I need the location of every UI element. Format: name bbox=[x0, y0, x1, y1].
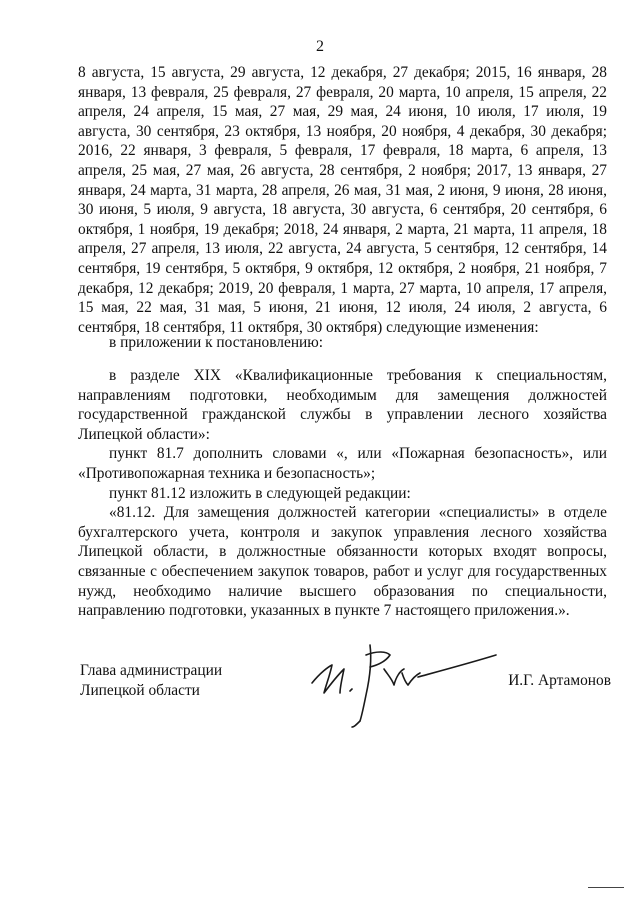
signer-title bbox=[80, 661, 222, 701]
section-change-paragraph: в разделе XIX «Квалификационные требования к специальностям, направлениям подготовки, необходимым для замещения должностей государственной гражданской службы в управлении лесного хозяйства Липецкой области»: bbox=[78, 367, 607, 443]
signer-name: И.Г. Артамонов bbox=[508, 672, 611, 689]
item-81-12-intro-paragraph: пункт 81.12 изложить в следующей редакции: bbox=[109, 484, 411, 502]
body-paragraph-continuation bbox=[78, 63, 607, 337]
item-81-7-paragraph: пункт 81.7 дополнить словами «, или «Пожарная безопасность», или «Противопожарная техника и безопасность»; bbox=[78, 445, 607, 482]
signer-title-line-1: Глава администрации bbox=[80, 662, 223, 679]
footer-rule bbox=[588, 887, 624, 888]
paragraph-text: 8 августа, 15 августа, 29 августа, 12 декабря, 27 декабря; 2015, 16 января, 28 января, 13 февраля, 25 февраля, 27 февраля, 20 марта, 10 апреля, 15 апреля, 22 апреля, 24 апреля, 15 мая, 27 мая, 29 мая, 24 июня, 10 июля, 17 июля, 19 августа, 30 сентября, 23 октября, 13 ноября, 20 ноября, 4 декабря, 30 декабря; 2016, 22 января, 3 февраля, 5 февраля, 17 февраля, 18 марта, 6 апреля, 13 апреля, 25 мая, 27 мая, 26 августа, 28 сентября, 2 ноября; 2017, 13 января, 27 января, 24 марта, 31 марта, 28 апреля, 26 мая, 31 мая, 2 июня, 9 июня, 28 июня, 30 июня, 5 июля, 9 августа, 18 августа, 30 августа, 6 сентября, 20 сентября, 6 октября, 1 ноября, 19 декабря; 2018, 24 января, 2 марта, 21 марта, 11 апреля, 18 апреля, 27 апреля, 13 июля, 22 августа, 24 августа, 5 сентября, 12 сентября, 14 сентября, 19 сентября, 5 октября, 9 октября, 12 октября, 2 ноября, 21 ноября, 7 декабря, 12 декабря; 2019, 20 февраля, 1 марта, 27 марта, 10 апреля, 17 апреля, 15 мая, 22 мая, 31 мая, 5 июня, 21 июня, 12 июля, 24 июля, 2 августа, 6 сентября, 18 сентября, 11 октября, 30 октября) следующие изменения: bbox=[78, 64, 607, 336]
signer-title-line-2: Липецкой области bbox=[80, 682, 200, 699]
item-81-12-text-paragraph: «81.12. Для замещения должностей категории «специалисты» в отделе бухгалтерского учета, контроля и закупок управления лесного хозяйства Липецкой области, в должностные обязанности которых входят вопросы, связанные с обеспечением закупок товаров, работ и услуг для государственных нужд, необходимо наличие высшего образования по специальности, направлению подготовки, указанных в пункте 7 настоящего приложения.». bbox=[78, 504, 607, 620]
amendments-block bbox=[78, 366, 607, 621]
page-number: 2 bbox=[316, 38, 324, 55]
handwritten-signature bbox=[300, 625, 500, 735]
body-paragraph-annex-intro: в приложении к постановлению: bbox=[109, 334, 324, 351]
signature-block bbox=[80, 661, 611, 751]
